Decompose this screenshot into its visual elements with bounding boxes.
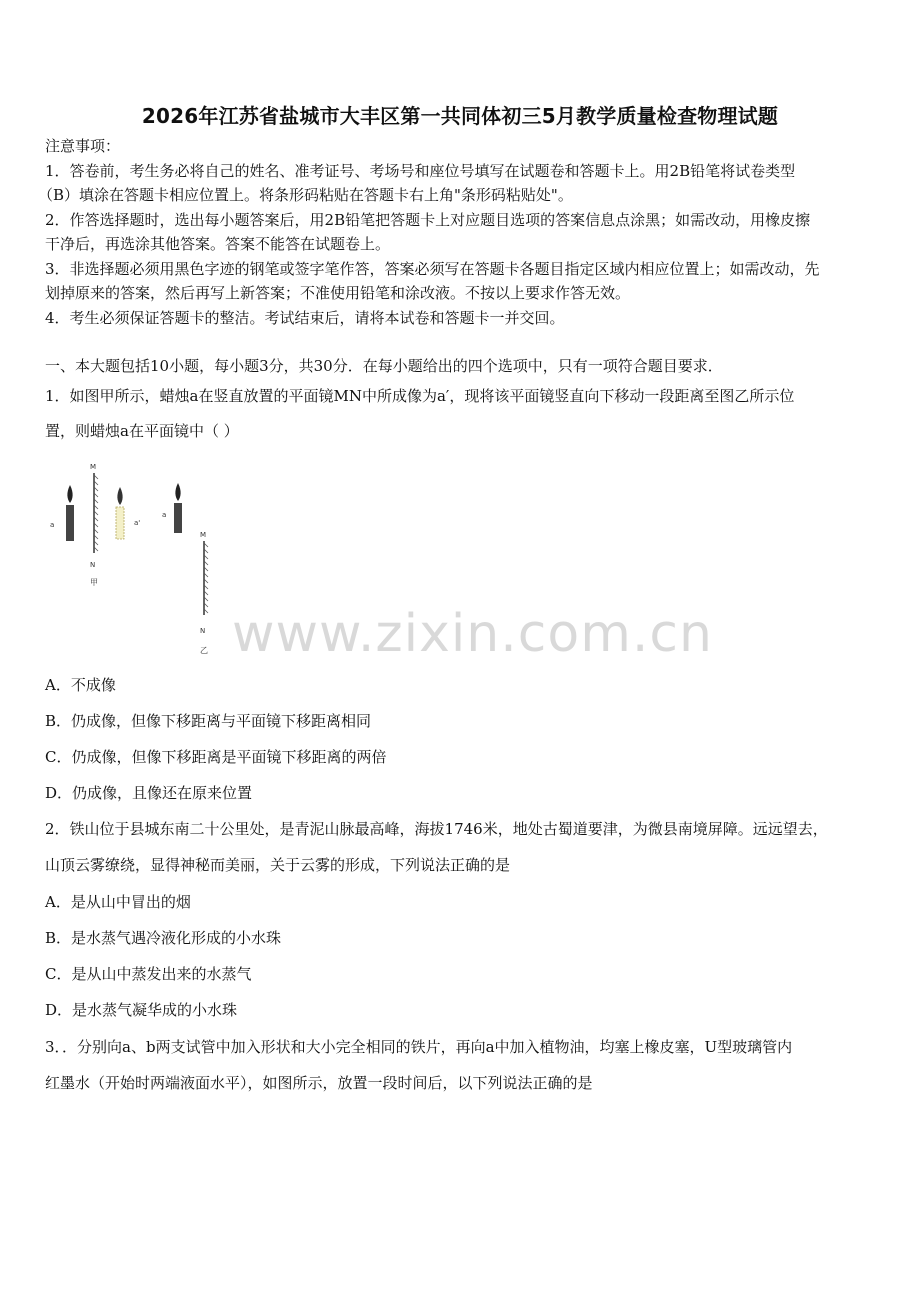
caption-yi: 乙 <box>200 646 208 655</box>
flame-icon <box>175 483 180 501</box>
flame-icon <box>117 487 122 505</box>
label-a-yi: a <box>162 511 167 519</box>
option-a: A．不成像 <box>45 676 116 694</box>
label-n-yi: N <box>200 627 206 635</box>
notice-heading: 注意事项： <box>45 137 121 155</box>
label-m-yi: M <box>200 531 207 539</box>
page-title: 2026年江苏省盐城市大丰区第一共同体初三5月教学质量检查物理试题 <box>141 104 779 128</box>
option-b: B．仍成像，但像下移距离与平面镜下移距离相同 <box>45 712 372 730</box>
notice-line: 1．答卷前，考生务必将自己的姓名、准考证号、考场号和座位号填写在试题卷和答题卡上。用2B铅笔将试卷类型 <box>45 162 796 180</box>
question-2-text: 2．铁山位于县城东南二十公里处，是青泥山脉最高峰，海拔1746米，地处古蜀道要津，为微县南境屏障。远远望去， <box>45 820 828 838</box>
watermark: www.zixin.com.cn <box>232 604 713 664</box>
notice-line: 3．非选择题必须用黑色字迹的钢笔或签字笔作答，答案必须写在答题卡各题目指定区域内相应位置上；如需改动，先 <box>45 260 820 278</box>
candle-a <box>66 505 74 541</box>
option-d: D．是水蒸气凝华成的小水珠 <box>45 1001 238 1019</box>
flame-icon <box>67 485 72 503</box>
candle-image <box>116 507 124 539</box>
caption-jia: 甲 <box>90 578 98 587</box>
notice-line: 划掉原来的答案，然后再写上新答案；不准使用铅笔和涂改液。不按以上要求作答无效。 <box>45 284 631 302</box>
notice-line: 干净后，再选涂其他答案。答案不能答在试题卷上。 <box>45 235 391 253</box>
label-m-jia: M <box>90 463 97 471</box>
notice-line: 2．作答选择题时，选出每小题答案后，用2B铅笔把答题卡上对应题目选项的答案信息点涂黑；如需改动，用橡皮擦 <box>45 211 811 229</box>
question-1-text: 置，则蜡烛a在平面镜中（ ） <box>45 422 239 440</box>
candle-a-yi <box>174 503 182 533</box>
option-c: C．仍成像，但像下移距离是平面镜下移距离的两倍 <box>45 748 387 766</box>
label-a: a <box>50 521 55 529</box>
option-c: C．是从山中蒸发出来的水蒸气 <box>45 965 252 983</box>
section-heading: 一、本大题包括10小题，每小题3分，共30分．在每小题给出的四个选项中，只有一项符合题目要求． <box>45 357 723 375</box>
option-b: B．是水蒸气遇冷液化形成的小水珠 <box>45 929 282 947</box>
question-1-text: 1．如图甲所示，蜡烛a在竖直放置的平面镜MN中所成像为a′，现将该平面镜竖直向下移动一段距离至图乙所示位 <box>45 387 795 405</box>
question-3-text: 3．．分别向a、b两支试管中加入形状和大小完全相同的铁片，再向a中加入植物油，均塞上橡皮塞，U型玻璃管内 <box>45 1038 793 1056</box>
mirror-candle-figure <box>40 455 230 665</box>
question-2-text: 山顶云雾缭绕，显得神秘而美丽，关于云雾的形成，下列说法正确的是 <box>45 856 511 874</box>
notice-line: （B）填涂在答题卡相应位置上。将条形码粘贴在答题卡右上角"条形码粘贴处"。 <box>38 186 573 204</box>
question-3-text: 红墨水（开始时两端液面水平），如图所示，放置一段时间后，以下列说法正确的是 <box>45 1074 593 1092</box>
option-d: D．仍成像，且像还在原来位置 <box>45 784 253 802</box>
notice-line: 4．考生必须保证答题卡的整洁。考试结束后，请将本试卷和答题卡一并交回。 <box>45 309 565 327</box>
label-n-jia: N <box>90 561 96 569</box>
option-a: A．是从山中冒出的烟 <box>45 893 191 911</box>
label-a-prime: a' <box>134 519 141 527</box>
